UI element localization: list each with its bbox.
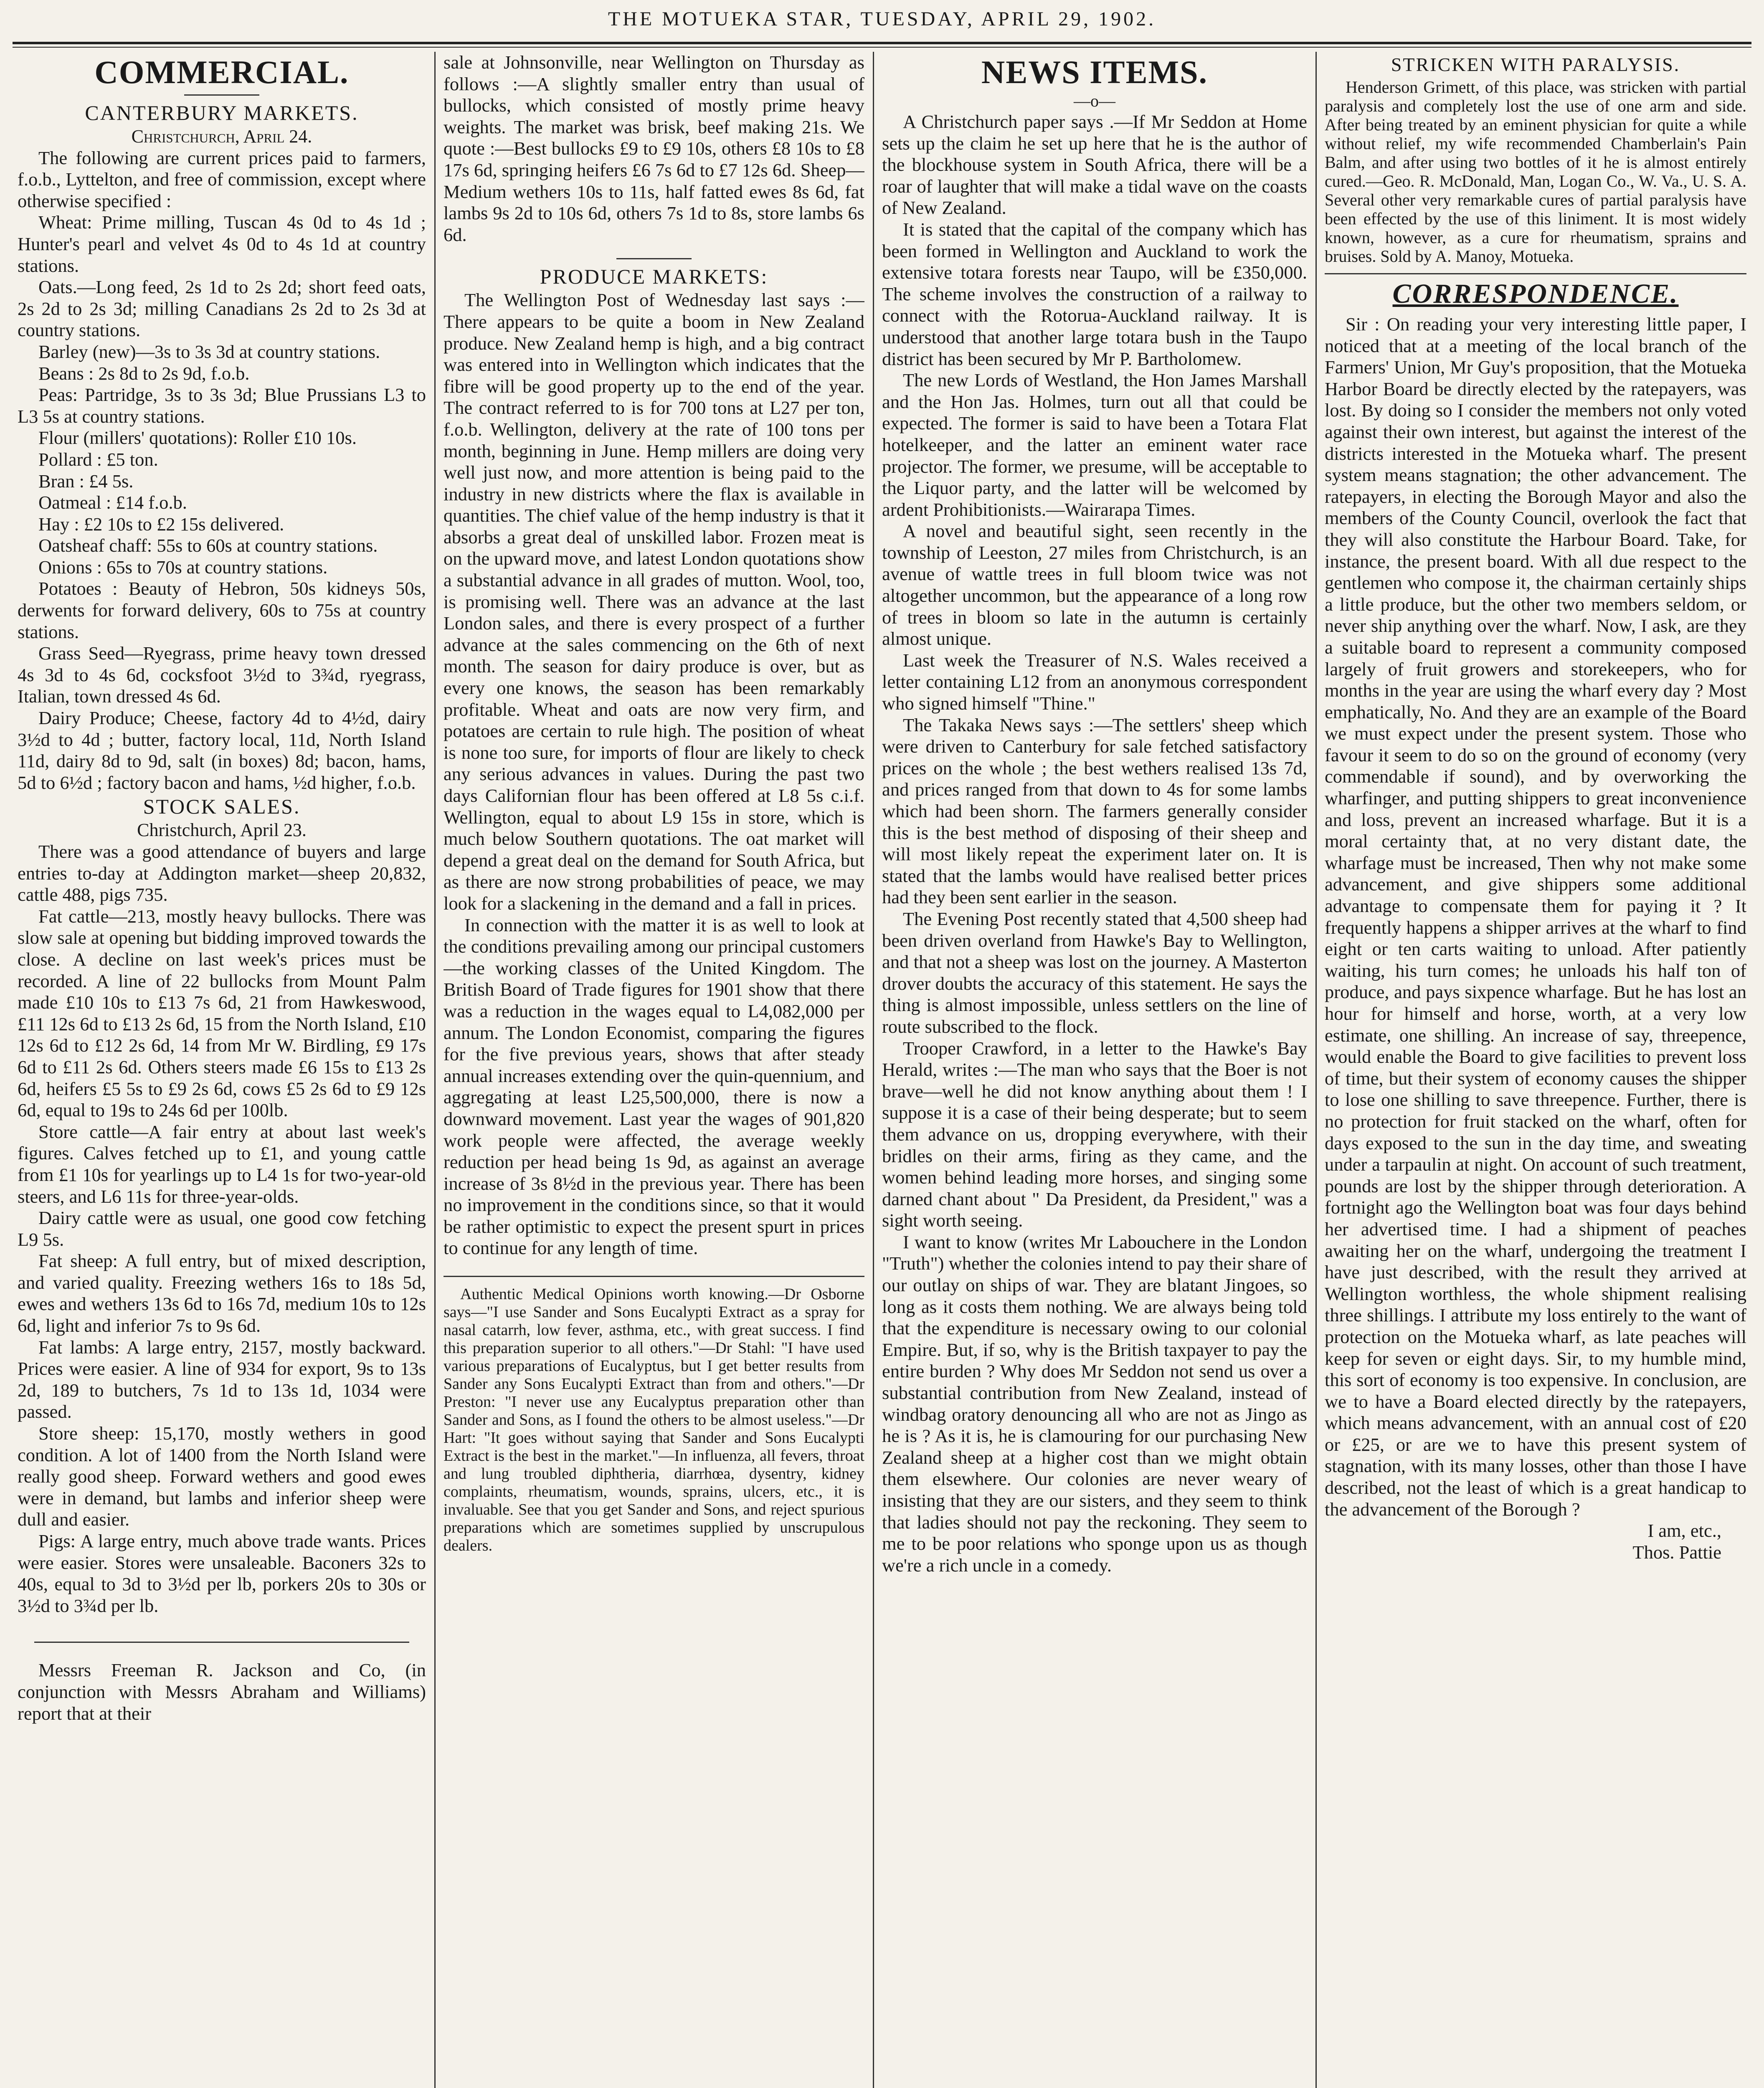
subheading: CANTERBURY MARKETS. bbox=[85, 101, 359, 124]
column-rule bbox=[873, 52, 874, 2088]
paragraph: There was a good attendance of buyers and large entries to-day at Addington market—sheep 20,832, cattle 488, pigs 735. bbox=[18, 841, 426, 905]
signature: Thos. Pattie bbox=[1632, 1541, 1721, 1563]
heading-rule bbox=[184, 94, 259, 96]
paragraph: Oatsheaf chaff: 55s to 60s at country stations. bbox=[38, 535, 378, 556]
section-heading: NEWS ITEMS. bbox=[981, 54, 1208, 90]
subheading: PRODUCE MARKETS: bbox=[540, 265, 768, 289]
paragraph: sale at Johnsonville, near Wellington on Thursday as follows :—A slightly smaller entry than usual of bullocks, which consisted of mostly prime heavy weights. The market was brisk, beef making 21s. We quote :—Best bullocks £9 to £9 10s, others £8 10s to £8 17s 6d, springing heifers £6 7s 6d to £7 12s 6d. Sheep—Medium wethers 10s to 11s, half fatted ewes 8s 6d, fat lambs 9s 2d to 10s 6d, others 7s 1d to 8s, store lambs 6s 6d. bbox=[444, 52, 864, 245]
closing: I am, etc., bbox=[1647, 1520, 1721, 1541]
paragraph: Pigs: A large entry, much above trade wants. Prices were easier. Stores were unsaleable. Baconers 32s to 40s, equal to 3d to 3½d per lb, porkers 20s to 30s or 3½d to 3¾d per lb. bbox=[18, 1531, 426, 1616]
subheading: STRICKEN WITH PARALYSIS. bbox=[1391, 54, 1680, 75]
paragraph: Store cattle—A fair entry at about last week's figures. Calves fetched up to £1, and young cattle from £1 10s for yearlings up to L4 1s for two-year-old steers, and L6 11s for three-year-olds. bbox=[18, 1121, 426, 1207]
paragraph: Potatoes : Beauty of Hebron, 50s kidneys 50s, derwents for forward delivery, 60s to 75s at country stations. bbox=[18, 578, 426, 642]
paragraph: Pollard : £5 ton. bbox=[38, 449, 158, 470]
paragraph: The Evening Post recently stated that 4,500 sheep had been driven overland from Hawke's Bay to Wellington, and that not a sheep was lost on the journey. A Masterton drover doubts the accuracy of this statement. He says the thing is almost impossible, unless settlers on the line of route subscribed to the flock. bbox=[882, 908, 1307, 1037]
section-heading: CORRESPONDENCE. bbox=[1392, 279, 1679, 309]
divider bbox=[616, 258, 692, 259]
column-rule bbox=[1315, 52, 1317, 2088]
dateline: Christchurch, April 23. bbox=[137, 820, 307, 841]
paragraph: Messrs Freeman R. Jackson and Co, (in conjunction with Messrs Abraham and Williams) report that at their bbox=[18, 1660, 426, 1724]
paragraph: I want to know (writes Mr Labouchere in the London "Truth") whether the colonies intend to pay their share of our outlay on ships of war. They are blatant Jingoes, so long as it costs them nothing. We are always being told that the expenditure is necessary owing to our colonial Empire. But, if so, why is the British taxpayer to pay the entire burden ? Why does Mr Seddon not send us over a substantial contribution from New Zealand, instead of windbag oratory denouncing all who are not as Jingo as he is ? As it is, he is clamouring for our purchasing New Zealand sheep at a higher cost than we might obtain them elsewhere. Our colonies are never weary of insisting that they are our sisters, and they seem to think that ladies should not pay the reckoning. They seem to me to be poor relations who sponge upon us as though we're a rich uncle in a comedy. bbox=[882, 1231, 1307, 1576]
dateline: Christchurch, April 24. bbox=[131, 126, 312, 147]
paragraph: Peas: Partridge, 3s to 3s 3d; Blue Prussians L3 to L3 5s at country stations. bbox=[18, 384, 426, 427]
article-body bbox=[882, 111, 1307, 1576]
paragraph: Last week the Treasurer of N.S. Wales received a letter containing L12 from an anonymous correspondent who signed himself "Thine." bbox=[882, 649, 1307, 714]
paragraph: Barley (new)—3s to 3s 3d at country stations. bbox=[38, 341, 380, 362]
paragraph: Wheat: Prime milling, Tuscan 4s 0d to 4s 1d ; Hunter's pearl and velvet 4s 0d to 4s 1d at country stations. bbox=[18, 212, 426, 276]
separator: —o— bbox=[1074, 91, 1115, 110]
paragraph: Oatmeal : £14 f.o.b. bbox=[38, 492, 187, 513]
subheading: STOCK SALES. bbox=[143, 795, 301, 818]
paragraph: Trooper Crawford, in a letter to the Hawke's Bay Herald, writes :—The man who says that the Boer is not brave—well he did not know anything about them ! I suppose it is a case of their being desperate; but to seem them advance on us, dropping everywhere, with their bridles on their arms, firing as they came, and the women behind leading more horses, and singing some darned chant about " Da President, da President," was a sight worth seeing. bbox=[882, 1037, 1307, 1231]
article-body bbox=[444, 289, 864, 1259]
section-heading: COMMERCIAL. bbox=[94, 54, 349, 90]
paragraph: The following are current prices paid to farmers, f.o.b., Lyttelton, and free of commission, except where otherwise specified : bbox=[18, 147, 426, 211]
column-correspondence bbox=[1325, 52, 1746, 2088]
paragraph: The Takaka News says :—The settlers' sheep which were driven to Canterbury for sale fetched satisfactory prices on the whole ; the best wethers realised 13s 7d, and prices ranged from that down to 4s for some lambs which had been shorn. The farmers generally consider this is the best method of disposing of their sheep and will most likely repeat the experiment later on. It is stated that the lambs would have realised better prices had they been sent earlier in the season. bbox=[882, 714, 1307, 908]
paragraph: Fat cattle—213, mostly heavy bullocks. There was slow sale at opening but bidding improved towards the close. A decline on last week's prices must be recorded. A line of 22 bullocks from Mount Palm made £10 10s to £13 7s 6d, 21 from Hawkeswood, £11 12s 6d to £13 2s 6d, 15 from the North Island, £10 12s 6d to £12 2s 6d, 14 from Mr W. Birdling, £9 17s 6d to £11 2s 6d. Others steers made £6 15s to £13 2s 6d, heifers £5 5s to £9 2s 6d, cows £5 2s 6d to £9 12s 6d, equal to 19s to 24s 6d per 100lb. bbox=[18, 905, 426, 1121]
paragraph: Hay : £2 10s to £2 15s delivered. bbox=[38, 513, 284, 535]
paragraph: A Christchurch paper says .—If Mr Seddon at Home sets up the claim he set up here that he is the author of the blockhouse system in South Africa, there will be a roar of laughter that will make a tidal wave on the coasts of New Zealand. bbox=[882, 111, 1307, 218]
column-commercial bbox=[18, 52, 426, 2088]
paragraph: Flour (millers' quotations): Roller £10 10s. bbox=[38, 427, 357, 449]
paragraph: Fat lambs: A large entry, 2157, mostly backward. Prices were easier. A line of 934 for export, 9s to 13s 2d, 189 to butchers, 7s 1d to 13s 1d, 1034 were passed. bbox=[18, 1336, 426, 1422]
paragraph: The new Lords of Westland, the Hon James Marshall and the Hon Jas. Holmes, turn out all that could be expected. The former is said to have been a Totara Flat hotelkeeper, and the latter an eminent water race projector. The former, we presume, will be acceptable to the Liquor party, and the latter will be welcomed by ardent Prohibitionists.—Wairarapa Times. bbox=[882, 370, 1307, 520]
paragraph: It is stated that the capital of the company which has been formed in Wellington and Auckland to work the extensive totara forests near Taupo, will be £350,000. The scheme involves the construction of a railway to connect with the Rotorua-Auckland railway. It is understood that another large totara bush in the Taupo district has been secured by Mr P. Bartholomew. bbox=[882, 218, 1307, 369]
advertisement-text: Henderson Grimett, of this place, was stricken with partial paralysis and completely lost the use of one arm and side. After being treated by an eminent physician for quite a while without relief, my wife recommended Chamberlain's Pain Balm, and after using two bottles of it he is almost entirely cured.—Geo. R. McDonald, Man, Logan Co., W. Va., U. S. A. Several other very remarkable cures of partial paralysis have been effected by the use of this liniment. It is most widely known, however, as a cure for rheumatism, sprains and bruises. Sold by A. Manoy, Motueka. bbox=[1325, 78, 1746, 266]
paragraph: The Wellington Post of Wednesday last says :—There appears to be quite a boom in New Zealand produce. New Zealand hemp is high, and a big contract was entered into in Wellington which indicates that the fibre will be good property up to the end of the year. The contract referred to is for 700 tons at L27 per ton, f.o.b. Wellington, delivery at the rate of 100 tons per month, beginning in June. Hemp millers are doing very well just now, and more attention is being paid to the industry in new districts where the flax is available in quantities. The chief value of the hemp industry is that it absorbs a great deal of unskilled labor. Frozen meat is on the upward move, and latest London quotations show a substantial advance in all grades of mutton. Wool, too, is promising well. There was an advance at the last London sales, and there is every prospect of a further advance at the sales commencing on the 6th of next month. The season for dairy produce is over, but as every one knows, the season has been remarkably profitable. Wheat and oats are now very firm, and potatoes are certain to rule high. The position of wheat is none too sure, for imports of flour are likely to check any serious advances in values. During the past two days Californian flour has been offered at L8 5s c.i.f. Wellington, equal to about L9 15s in store, which is much below Southern quotations. The oat market will depend a great deal on the demand for South Africa, but as there are now strong probabilities of peace, we may look for a slackening in the demand and a fall in prices. bbox=[444, 289, 864, 914]
paragraph: Beans : 2s 8d to 2s 9d, f.o.b. bbox=[38, 362, 250, 384]
advertisement-text: Authentic Medical Opinions worth knowing.—Dr Osborne says—"I use Sander and Sons Eucalypti Extract as a spray for nasal catarrh, low fever, asthma, etc., with great success. I find this preparation superior to all others."—Dr Stahl: "I have used various preparations of Eucalyptus, but I get better results from Sander any Sons Eucalypti Extract than from and others."—Dr Preston: "I never use any Eucalyptus preparation other than Sander and Sons, as I found the others to be almost useless."—Dr Hart: "It goes without saying that Sander and Sons Eucalypti Extract is the best in the market."—In influenza, all fevers, throat and lung troubled diphtheria, diarrhœa, dysentry, kidney complaints, rheumatism, wounds, sprains, ulcers, etc., it is invaluable. See that you get Sander and Sons, and reject spurious preparations which are sometimes supplied by unscrupulous dealers. bbox=[444, 1285, 864, 1555]
paragraph: Store sheep: 15,170, mostly wethers in good condition. A lot of 1400 from the North Island were really good sheep. Forward wethers and good ewes were in demand, but lambs and inferior sheep were dull and easier. bbox=[18, 1423, 426, 1530]
paragraph: Onions : 65s to 70s at country stations. bbox=[38, 556, 328, 578]
column-news bbox=[882, 52, 1307, 2088]
article-body bbox=[1325, 314, 1746, 1520]
paragraph: Bran : £4 5s. bbox=[38, 470, 134, 492]
masthead-rule-thin bbox=[13, 47, 1751, 48]
paragraph: Grass Seed—Ryegrass, prime heavy town dressed 4s 3d to 4s 6d, cocksfoot 3½d to 3¾d, ryegrass, Italian, town dressed 4s 6d. bbox=[18, 643, 426, 707]
paragraph: In connection with the matter it is as well to look at the conditions prevailing among our principal customers—the working classes of the United Kingdom. The British Board of Trade figures for 1901 show that there was a reduction in the wages equal to L4,082,000 per annum. The London Economist, comparing the figures for the five previous years, shows that after steady annual increases extending over the quin-quennium, and aggregating at least L25,500,000, there is now a downward movement. Last year the wages of 901,820 work people were affected, the average weekly reduction per head being 1s 9d, as against an average increase of 3s 8½d in the previous year. There has been no improvement in the conditions since, so that it would be rather optimistic to expect the present spurt in prices to continue for any length of time. bbox=[444, 914, 864, 1259]
masthead: THE MOTUEKA STAR, TUESDAY, APRIL 29, 1902. bbox=[608, 8, 1156, 30]
paragraph: Dairy cattle were as usual, one good cow fetching L9 5s. bbox=[18, 1207, 426, 1250]
article-body bbox=[18, 147, 426, 794]
paragraph: Dairy Produce; Cheese, factory 4d to 4½d, dairy 3½d to 4d ; butter, factory local, 11d, North Island 11d, dairy 8d to 9d, salt (in boxes) 8d; bacon, hams, 5d to 6½d ; factory bacon and hams, ½d higher, f.o.b. bbox=[18, 707, 426, 793]
advertisement bbox=[444, 1276, 864, 1555]
masthead-rule bbox=[13, 42, 1751, 44]
column-markets bbox=[444, 52, 864, 2088]
paragraph: A novel and beautiful sight, seen recently in the township of Leeston, 27 miles from Christchurch, is an avenue of wattle trees in full bloom twice was not altogether uncommon, but the appearance of a long row of trees in bloom so late in the autumn is certainly almost unique. bbox=[882, 520, 1307, 649]
column-rule bbox=[434, 52, 436, 2088]
paragraph: Fat sheep: A full entry, but of mixed description, and varied quality. Freezing wethers 16s to 18s 5d, ewes and wethers 13s 6d to 16s 7d, medium 10s to 12s 6d, light and inferior 7s to 9s 6d. bbox=[18, 1250, 426, 1336]
paragraph: Sir : On reading your very interesting little paper, I noticed that at a meeting of the local branch of the Farmers' Union, Mr Guy's proposition, that the Motueka Harbor Board be directly elected by the ratepayers, was lost. By doing so I consider the members not only voted against their own interest, but against the interest of the districts interested in the Motueka wharf. The present system means stagnation; the other advancement. The ratepayers, in electing the Borough Mayor and also the members of the County Council, overlook the fact that they will also constitute the Harbour Board. Take, for instance, the present board. With all due respect to the gentlemen who compose it, the chairman certainly ships a little produce, but the other two members seldom, or never ship anything over the wharf. Now, I ask, are they a suitable board to represent a community composed largely of fruit growers and storekeepers, who for months in the year are using the wharf every day ? Most emphatically, No. And they are an example of the Board we must expect under the present system. Those who favour it seem to do so on the ground of economy (very commendable if sound), and by overworking the wharfinger, and putting shippers to great inconvenience and loss, prevent an increased wharfage. But it is a moral certainty that, at no very distant date, the wharfage must be increased, Then why not make some advancement, and give shippers some additional advantage to compensate them for paying it ? It frequently happens a shipper arrives at the wharf to find eight or ten carts waiting to unload. After patiently waiting, his turn comes; he unloads his half ton of produce, and pays sixpence wharfage. But he has lost an hour for himself and horse, worth, at a very low estimate, one shilling. An increase of say, threepence, would enable the Board to give facilities to prevent loss of time, but their system of economy causes the shipper to lose one shilling to save threepence. Further, there is no protection for fruit stacked on the wharf, often for days exposed to the sun in the day time, and sweating under a tarpaulin at night. On account of such treatment, pounds are lost by the shipper through deterioration. A fortnight ago the Wellington boat was four days behind her advertised time. I had a shipment of peaches awaiting her on the wharf, undergoing the treatment I have just described, with the result they arrived at Wellington worthless, the whole shipment realising three shillings. I attribute my loss entirely to the want of protection on the Motueka wharf, as late peaches will keep for seven or eight days. Sir, to my humble mind, this sort of economy is too expensive. In conclusion, are we to have a Board elected directly by the ratepayers, which means advancement, with an annual cost of £20 or £25, or are we to have this present system of stagnation, with its many losses, other than those I have described, not the least of which is a great handicap to the advancement of the Borough ? bbox=[1325, 314, 1746, 1520]
paragraph: Oats.—Long feed, 2s 1d to 2s 2d; short feed oats, 2s 2d to 2s 3d; milling Canadians 2s 2d to 2s 3d at country stations. bbox=[18, 276, 426, 341]
divider bbox=[34, 1617, 409, 1643]
article-body bbox=[18, 841, 426, 1617]
divider bbox=[1325, 273, 1746, 274]
